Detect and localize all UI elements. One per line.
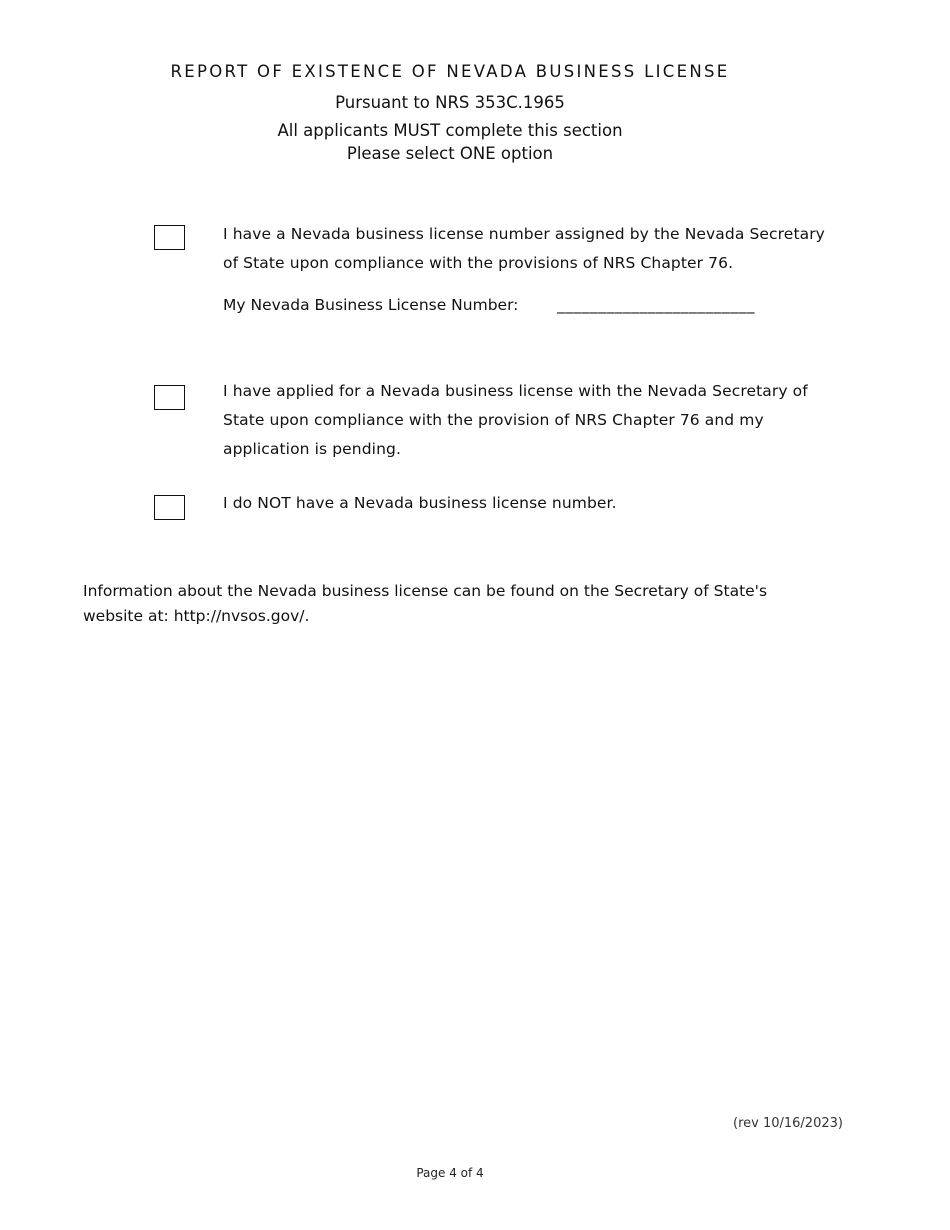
license-number-label: My Nevada Business License Number:	[223, 296, 519, 314]
instruction-line-2: Please select ONE option	[346, 144, 554, 163]
option-2-text: I have applied for a Nevada business license with the Nevada Secretary of State upon compliance with the provision of NRS Chapter 76 and my application is pending.	[223, 382, 808, 458]
option-3-text: I do NOT have a Nevada business license number.	[223, 494, 617, 512]
info-paragraph: Information about the Nevada business license can be found on the Secretary of State's website at: http://nvsos.gov/.	[83, 582, 768, 625]
option-1-text: I have a Nevada business license number assigned by the Nevada Secretary of State upon compliance with the provisions of NRS Chapter 76.	[223, 225, 825, 272]
option-3-checkbox[interactable]	[154, 495, 185, 520]
page-number: Page 4 of 4	[416, 1166, 484, 1180]
form-subtitle: Pursuant to NRS 353C.1965	[335, 93, 565, 112]
revision-date: (rev 10/16/2023)	[733, 1116, 843, 1131]
option-2-checkbox[interactable]	[154, 385, 185, 410]
license-number-field[interactable]: ________________________	[557, 296, 755, 314]
form-title: REPORT OF EXISTENCE OF NEVADA BUSINESS LICENSE	[170, 62, 730, 81]
instruction-line-1: All applicants MUST complete this section	[277, 121, 623, 140]
option-1-checkbox[interactable]	[154, 225, 185, 250]
